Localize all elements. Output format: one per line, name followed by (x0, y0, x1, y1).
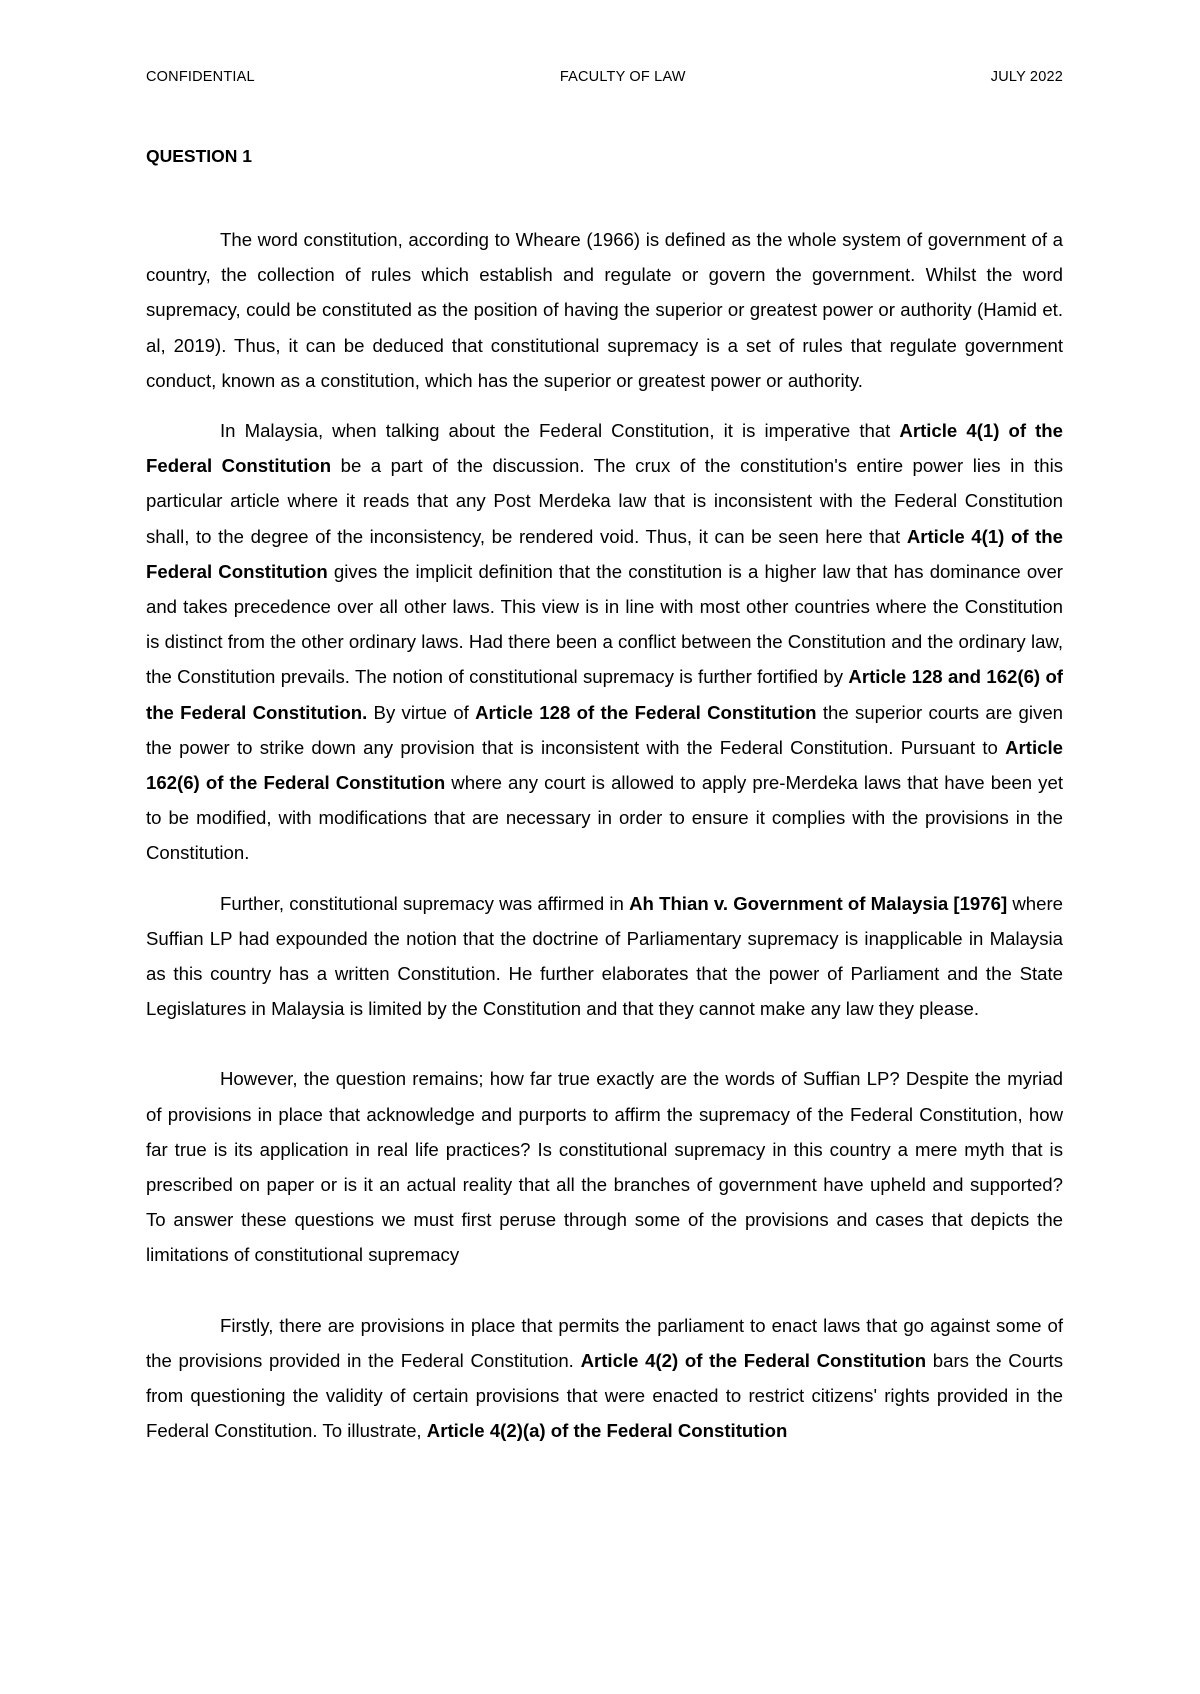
citation-article-4-2: Article 4(2) of the Federal Constitution (580, 1349, 927, 1371)
paragraph-text: gives the implicit definition that the constitution is a higher law that has dominance over and takes precedence over all other laws. This view is in line with most other countries where the Constitution is distinct from the other ordinary laws. Had there been a conflict between the Constitution and the ordinary law, the Constitution prevails. The notion of constitutional supremacy is further fortified by (146, 560, 1063, 688)
case-citation-ah-thian: Ah Thian v. Government of Malaysia [1976] (629, 892, 1008, 914)
paragraph-4 (146, 1061, 1063, 1272)
paragraph-text: In Malaysia, when talking about the Federal Constitution, it is imperative that (220, 420, 900, 442)
paragraph-1 (146, 222, 1063, 398)
citation-article-162-6: Article 162(6) of the Federal Constitution (146, 736, 1063, 794)
header-confidential: CONFIDENTIAL (146, 69, 255, 85)
citation-article-4-2-a: Article 4(2)(a) of the Federal Constitution (426, 1420, 788, 1442)
paragraph-text: the superior courts are given the power to strike down any provision that is inconsistent with the Federal Constitution. Pursuant to (146, 701, 1064, 758)
document-body (146, 222, 1063, 1449)
header-date: JULY 2022 (990, 69, 1063, 85)
citation-article-4-1: Article 4(1) of the Federal Constitution (146, 525, 1064, 582)
paragraph-text: be a part of the discussion. The crux of the constitution's entire power lies in this particular article where it reads that any Post Merdeka law that is inconsistent with the Federal Constitution shall, to the degree of the inconsistency, be rendered void. Thus, it can be seen here that (146, 455, 1063, 547)
paragraph-3 (146, 886, 1063, 1027)
question-title: QUESTION 1 (146, 146, 252, 166)
header-faculty: FACULTY OF LAW (559, 69, 686, 85)
paragraph-5 (146, 1308, 1063, 1449)
paragraph-text: The word constitution, according to Wheare (1966) is defined as the whole system of government of a country, the collection of rules which establish and regulate or govern the government. Whilst the word supremacy, could be constituted as the position of having the superior or greatest power or authority (Hamid et. al, 2019). Thus, it can be deduced that constitutional supremacy is a set of rules that regulate government conduct, known as a constitution, which has the superior or greatest power or authority. (146, 229, 1063, 391)
paragraph-text: Firstly, there are provisions in place that permits the parliament to enact laws that go against some of the provisions provided in the Federal Constitution. (146, 1314, 1063, 1371)
paragraph-text: Further, constitutional supremacy was affirmed in (220, 892, 630, 914)
citation-article-4-1: Article 4(1) of the Federal Constitution (146, 420, 1064, 477)
paragraph-text: However, the question remains; how far true exactly are the words of Suffian LP? Despite the myriad of provisions in place that acknowledge and purports to affirm the supremacy of the Federal Constitution, how far true is its application in real life practices? Is constitutional supremacy in this country a mere myth that is prescribed on paper or is it an actual reality that all the branches of government have upheld and supported? To answer these questions we must first peruse through some of the provisions and cases that depicts the limitations of constitutional supremacy (146, 1068, 1063, 1266)
paragraph-text: By virtue of (367, 701, 476, 723)
paragraph-text: bars the Courts from questioning the validity of certain provisions that were enacted to restrict citizens' rights provided in the Federal Constitution. To illustrate, (146, 1349, 1064, 1442)
paragraph-text: where any court is allowed to apply pre-Merdeka laws that have been yet to be modified, with modifications that are necessary in order to ensure it complies with the provisions in the Constitution. (146, 772, 1063, 864)
citation-article-128: Article 128 of the Federal Constitution (475, 701, 817, 723)
paragraph-2 (146, 413, 1063, 871)
paragraph-text: where Suffian LP had expounded the notion that the doctrine of Parliamentary supremacy is inapplicable in Malaysia as this country has a written Constitution. He further elaborates that the power of Parliament and the State Legislatures in Malaysia is limited by the Constitution and that they cannot make any law they please. (146, 892, 1063, 1020)
citation-article-128-162: Article 128 and 162(6) of the Federal Constitution. (146, 666, 1063, 723)
page-header (146, 69, 1063, 85)
